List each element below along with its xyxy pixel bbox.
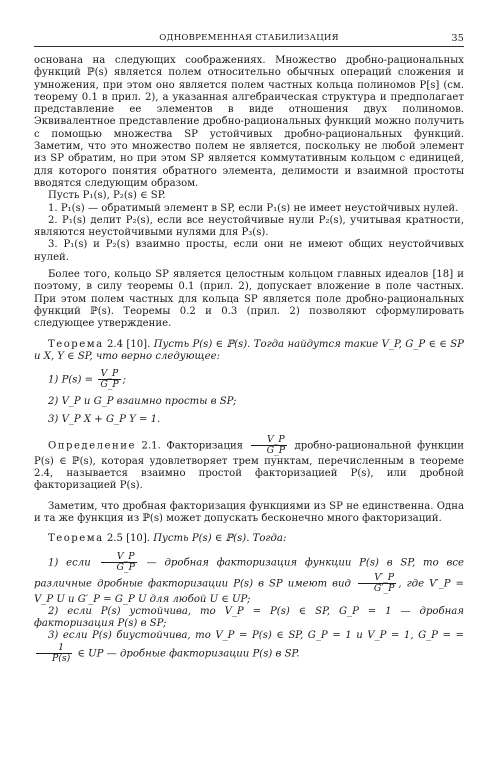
theorem-item-1 [34, 552, 464, 606]
fraction-vp-gp [101, 552, 137, 573]
theorem-item-1-text: 1) P(s) = [48, 374, 94, 386]
theorem-number: 2.5 [10]. [106, 533, 151, 545]
theorem-item-1-tail: , где V′_P = V_P U и G′_P = G_P U для любой U ∈ UP; [34, 578, 465, 605]
fraction-numerator: V_P [98, 369, 120, 380]
theorem-item-2: 2) если P(s) устойчива, то V_P = P(s) ∈ SP, G_P = 1 — дробная факторизация P(s) в SP; [34, 605, 464, 630]
theorem-item-1-lead: 1) если [48, 557, 91, 568]
fraction-numerator: 1 [36, 643, 72, 654]
fraction-denominator: G_P [266, 444, 285, 456]
definition-text: дробно-рациональной функции P(s) ∈ ℙ(s), которая удовлетворяет трем пунктам, перечисленным в теореме 2.4, называется взаимно простой факторизацией P(s), или дробной факторизацией P(s). [34, 440, 464, 492]
theorem-statement: Пусть P(s) ∈ ℙ(s). Тогда найдутся такие V_P, G_P ∈ ∈ SP и X, Y ∈ SP, что верно следующее: [34, 338, 464, 362]
theorem-2-4 [34, 339, 464, 427]
definition-2-1 [34, 435, 464, 493]
paragraph-nonunique: Заметим, что дробная факторизация функциями из SP не единственна. Одна и та же функция из ℙ(s) может допускать бесконечно много факторизаций. [34, 500, 464, 524]
definition-fraction [251, 435, 287, 456]
paragraph-let: Пусть P₁(s), P₂(s) ∈ SP. [48, 190, 166, 202]
definition-label: Определение [48, 440, 136, 452]
property-divides: 2. P₁(s) делит P₂(s), если все неустойчивые нули P₂(s), учитывая кратности, являются неустойчивыми нулями для P₃(s). [34, 214, 464, 239]
equals-sign: = [455, 630, 464, 642]
theorem-2-5 [34, 533, 464, 663]
fraction-numerator: V′_P [358, 573, 396, 584]
theorem-label: Теорема [48, 338, 104, 350]
definition-lead: Факторизация [166, 440, 244, 452]
page-number: 35 [451, 33, 464, 44]
theorem-number: 2.4 [10]. [106, 338, 151, 350]
chapter-title: ОДНОВРЕМЕННАЯ СТАБИЛИЗАЦИЯ [159, 33, 339, 43]
theorem-item-2: 2) V_P и G_P взаимно просты в SP; [48, 396, 237, 408]
fraction-denominator: P(s) [52, 652, 71, 664]
paragraph-intro: основана на следующих соображениях. Множество дробно-рациональных функций ℙ(s) является полем относительно обычных операций сложения и умножения, при этом оно является полем частных кольца полиномов P[s] (см. теорему 0.1 в прил. 2), а указанная алгебраическая структура и предполагает представление ее элементов в виде отношения двух полиномов. Эквивалентное представление дробно-рациональных функций можно получить с помощью множества SP устойчивых дробно-рациональных функций. Заметим, что это множество полем не является, поскольку не любой элемент из SP обратим, но при этом SP является коммутативным кольцом с единицей, для которого понятия обратного элемента, делимости и взаимной простоты вводятся следующим образом. [34, 55, 464, 189]
theorem-statement: Пусть P(s) ∈ ℙ(s). Тогда: [153, 533, 287, 545]
theorem-label: Теорема [48, 533, 104, 545]
fraction-numerator: V_P [101, 552, 137, 563]
property-invertible: 1. P₁(s) — обратимый элемент в SP, если P₁(s) не имеет неустойчивых нулей. [48, 202, 459, 214]
running-header [34, 30, 464, 47]
book-page [34, 30, 464, 752]
fraction-denominator: G_P [116, 561, 135, 573]
definition-number: 2.1. [141, 440, 161, 452]
fraction-numerator: V_P [251, 435, 287, 446]
theorem-item-3 [34, 630, 464, 663]
fraction-vp-gp-prime [358, 573, 396, 594]
theorem-item-3-lead: 3) если P(s) биустойчива, то V_P = P(s) ∈ SP, G_P = 1 и V_P = 1, G_P = [48, 630, 451, 642]
theorem-item-1 [48, 369, 464, 390]
fraction-one-over-p [36, 643, 72, 664]
theorem-item-3-tail: ∈ UP — дробные факторизации P(s) в SP. [77, 648, 300, 660]
property-coprime: 3. P₁(s) и P₂(s) взаимно просты, если они не имеют общих неустойчивых нулей. [34, 239, 464, 263]
fraction-vp-gp [98, 369, 120, 390]
theorem-item-3: 3) V_P X + G_P Y = 1. [48, 414, 161, 426]
theorem-item-1-body: — дробная факторизация функции P(s) в SP, то все различные дробные факторизации P(s) в SP имеют вид [34, 557, 464, 589]
fraction-denominator: G′_P [373, 582, 395, 594]
paragraph-ring: Более того, кольцо SP является целостным кольцом главных идеалов [18] и поэтому, в силу теоремы 0.1 (прил. 2), допускает вложение в поле частных. При этом полем частных для кольца SP является поле дробно-рациональных функций ℙ(s). Теоремы 0.2 и 0.3 (прил. 2) позволяют сформулировать следующее утверждение. [34, 269, 464, 330]
page-body [34, 47, 464, 664]
theorem-item-1-suffix: ; [122, 374, 127, 386]
fraction-denominator: G_P [100, 379, 119, 391]
